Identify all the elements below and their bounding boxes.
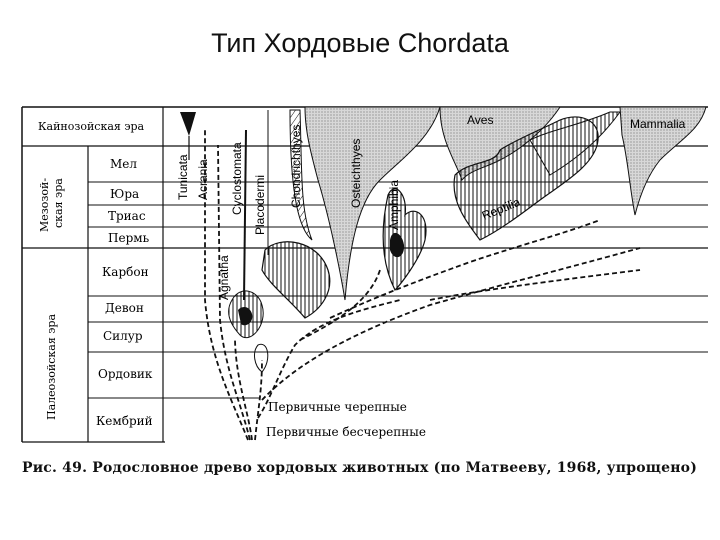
taxon-label-placodermi: Placodermi (253, 174, 267, 235)
figure-caption: Рис. 49. Родословное древо хордовых животных (по Матвееву, 1968, упрощено) (22, 460, 698, 476)
taxon-label-agnatha: Agnatha (217, 255, 231, 300)
placodermi-shape (262, 242, 330, 318)
taxon-label-osteichthyes: Osteichthyes (349, 138, 363, 208)
era-label-paleozoic: Палеозойская эра (45, 313, 58, 420)
era-label-mesozoic-line1: Мезозой- (38, 177, 51, 232)
taxon-label-mammalia: Mammalia (630, 117, 686, 131)
period-label-jurassic: Юра (110, 187, 140, 201)
taxon-label-chondrichthyes: Chondrichthyes (289, 124, 303, 208)
period-label-carboniferous: Карбон (102, 265, 149, 279)
taxon-label-amphibia: Amphibia (387, 179, 401, 230)
period-label-triassic: Триас (108, 209, 146, 223)
period-label-cambrian: Кембрий (96, 414, 153, 428)
note-primary-craniates: Первичные черепные (268, 400, 407, 414)
period-label-ordovician: Ордовик (98, 367, 153, 381)
taxon-label-reptilia: Reptilia (479, 194, 523, 223)
period-label-silurian: Силур (103, 329, 143, 343)
note-primary-acraniates: Первичные бесчерепные (266, 425, 426, 439)
period-label-permian: Пермь (108, 231, 150, 245)
ancestral-lineages (205, 130, 640, 440)
tunicata-shape (180, 112, 196, 136)
taxon-label-tunicata: Tunicata (176, 154, 190, 200)
cyclostomata-line (244, 130, 246, 300)
era-label-cenozoic: Кайнозойская эра (38, 120, 145, 133)
taxon-label-aves: Aves (467, 113, 494, 127)
period-label-devonian: Девон (105, 301, 144, 315)
period-label-cretaceous: Мел (110, 157, 138, 171)
taxon-label-cyclostomata: Cyclostomata (230, 142, 244, 215)
era-label-mesozoic-line2: ская эра (52, 178, 65, 228)
slide-title: Тип Хордовые Chordata (211, 28, 509, 58)
taxon-label-acrania: Acrania (196, 159, 210, 200)
